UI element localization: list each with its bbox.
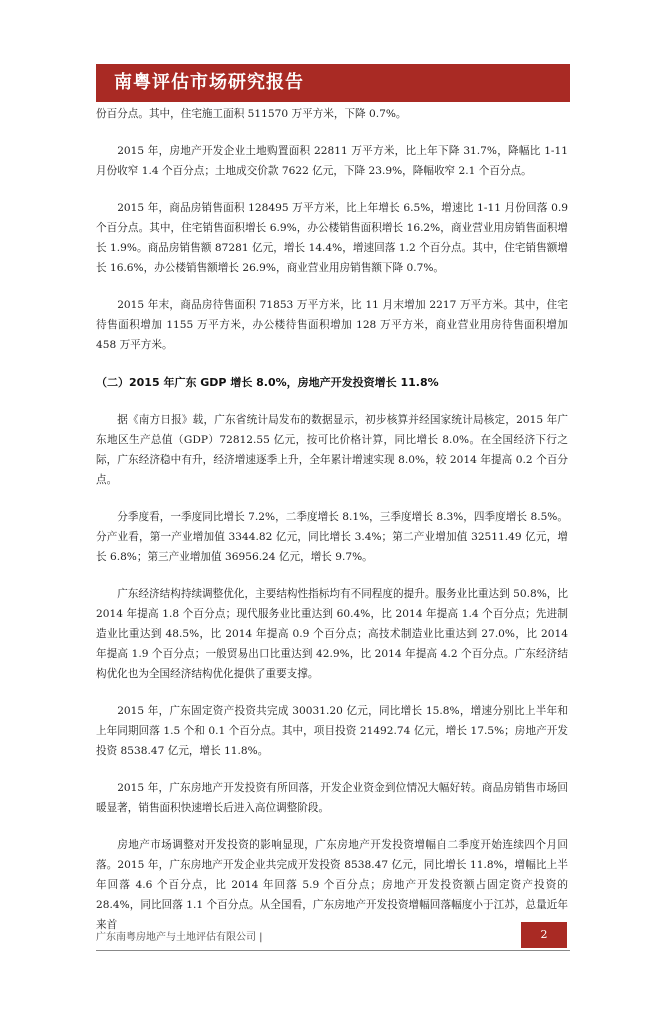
paragraph-investment-decline: 房地产市场调整对开发投资的影响显现，广东房地产开发投资增幅自二季度开始连续四个月回落。2015 年，广东房地产开发企业共完成开发投资 8538.47 亿元，同比增长 11.8%，增幅比上半年回落 4.6 个百分点，比 2014 年回落 5.9 个百分点；房地产开发投资额占固定资产投资的 28.4%，同比回落 1.1 个百分点。从全国看，广东房地产开发投资增幅回落幅度小于江苏，总量近年来首 <box>96 839 568 931</box>
paragraph-inventory: 2015 年末，商品房待售面积 71853 万平方米，比 11 月末增加 2217 万平方米。其中，住宅待售面积增加 1155 万平方米，办公楼待售面积增加 128 万平方米，商业营业用房待售面积增加 458 万平方米。 <box>96 299 568 351</box>
footer-divider <box>96 950 570 951</box>
page-number: 2 <box>540 928 548 941</box>
page-number-badge <box>521 922 567 948</box>
paragraph-structure: 广东经济结构持续调整优化，主要结构性指标均有不同程度的提升。服务业比重达到 50.8%，比 2014 年提高 1.8 个百分点；现代服务业比重达到 60.4%，比 2014 年提高 1.4 个百分点；先进制造业比重达到 48.5%，比 2014 年提高 0.9 个百分点；高技术制造业比重达到 27.0%，比 2014 年提高 1.9 个百分点；一般贸易出口比重达到 42.9%，比 2014 年提高 4.2 个百分点。广东经济结构优化也为全国经济结构优化提供了重要支撑。 <box>96 588 568 680</box>
report-title: 南粤评估市场研究报告 <box>114 72 304 93</box>
report-header-bar <box>96 64 570 102</box>
paragraph-fixed-investment: 2015 年，广东固定资产投资共完成 30031.20 亿元，同比增长 15.8%，增速分别比上半年和上年同期回落 1.5 个和 0.1 个百分点。其中，项目投资 21492.74 亿元，增长 17.5%；房地产开发投资 8538.47 亿元，增长 11.8%。 <box>96 705 568 757</box>
paragraph-gdp: 据《南方日报》载，广东省统计局发布的数据显示，初步核算并经国家统计局核定，2015 年广东地区生产总值（GDP）72812.55 亿元，按可比价格计算，同比增长 8.0%。在全国经济下行之际，广东经济稳中有升，经济增速逐季上升，全年累计增速实现 8.0%，较 2014 年提高 0.2 个百分点。 <box>96 414 568 486</box>
section-heading: （二）2015 年广东 GDP 增长 8.0%，房地产开发投资增长 11.8% <box>96 376 439 389</box>
paragraph-continued: 份百分点。其中，住宅施工面积 511570 万平方米，下降 0.7%。 <box>96 108 407 120</box>
paragraph-quarterly: 分季度看，一季度同比增长 7.2%，二季度增长 8.1%，三季度增长 8.3%，四季度增长 8.5%。分产业看，第一产业增加值 3344.82 亿元，同比增长 3.4%；第二产业增加值 32511.49 亿元，增长 6.8%；第三产业增加值 36956.24 亿元，增长 9.7%。 <box>96 511 568 563</box>
page-content <box>96 104 568 935</box>
paragraph-sales: 2015 年，商品房销售面积 128495 万平方米，比上年增长 6.5%，增速比 1-11 月份回落 0.9 个百分点。其中，住宅销售面积增长 6.9%，办公楼销售面积增长 16.2%，商业营业用房销售面积增长 1.9%。商品房销售额 87281 亿元，增长 14.4%，增速回落 1.2 个百分点。其中，住宅销售额增长 16.6%，办公楼销售额增长 26.9%，商业营业用房销售额下降 0.7%。 <box>96 202 568 274</box>
footer-company: 广东南粤房地产与土地评估有限公司 | <box>96 932 263 943</box>
paragraph-market-overview: 2015 年，广东房地产开发投资有所回落，开发企业资金到位情况大幅好转。商品房销售市场回暖显著，销售面积快速增长后进入高位调整阶段。 <box>96 782 568 814</box>
paragraph-land-purchase: 2015 年，房地产开发企业土地购置面积 22811 万平方米，比上年下降 31.7%，降幅比 1-11 月份收窄 1.4 个百分点；土地成交价款 7622 亿元，下降 23.9%，降幅收窄 2.1 个百分点。 <box>96 145 568 177</box>
